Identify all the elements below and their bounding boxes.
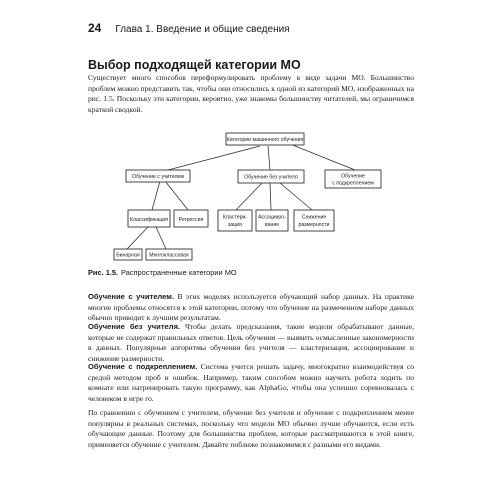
intro-paragraph: Существует много способов переформулировать проблему в виде задачи МО. Большинство проблем можно представить так, чтобы они относились к одной из категорий МО, изображенных на рис. 1.5. Поскольку эти категории, вероятно, уже знакомы большинству читателей, мы ограничимся краткой сводкой. (88, 73, 414, 114)
svg-text:Ассоцииро-: Ассоцииро- (258, 214, 286, 221)
node-classification (128, 210, 170, 227)
term-supervised: Обучение с учителем. (88, 292, 174, 301)
page-number: 24 (88, 21, 102, 35)
edge-root-supervised (168, 146, 260, 170)
svg-text:Кластери-: Кластери- (222, 214, 248, 221)
svg-text:Обучение без учителя: Обучение без учителя (244, 174, 298, 181)
edge-unsupervised-clustering (236, 183, 262, 210)
paragraph-reinforcement (88, 362, 414, 404)
term-unsupervised: Обучение без учителя. (88, 322, 181, 331)
node-clustering (218, 210, 252, 231)
edge-classification-multiclass (156, 227, 166, 249)
term-reinforcement: Обучение с подкреплением. (88, 362, 198, 371)
node-root (226, 133, 304, 145)
paragraph-supervised (88, 292, 414, 324)
edge-unsupervised-association (270, 183, 271, 210)
svg-text:Регрессия: Регрессия (178, 217, 204, 223)
svg-text:Многоклассовая: Многоклассовая (149, 252, 189, 259)
edge-unsupervised-dimred (280, 183, 312, 210)
svg-text:Бинарная: Бинарная (116, 252, 140, 259)
paragraph-supervised-body: В этих моделях используется обучающий набор данных. На практике многие проблемы относятся к этой категории, потому что обучение на размеченном наборе данных обычно приводит к лучшим результатам. (88, 292, 414, 323)
diagram-edges (127, 144, 355, 249)
paragraph-unsupervised-body: Чтобы делать предсказания, такие модели обрабатывают данные, которые не содержат правильных ответов. Цель обучения — выявить осмысленные закономерности в данных. Популярные алгоритмы обучения без учителя — кластеризация, ассоциирование и снижение размерности. (88, 322, 414, 363)
section-title: Выбор подходящей категории МО (88, 58, 301, 72)
edge-supervised-classification (152, 181, 160, 210)
node-unsupervised (238, 170, 304, 183)
paragraph-comparison: По сравнению с обучением с учителем, обучение без учителя и обучение с подкреплением менее популярны в реальных системах, поскольку что модели МО обычно лучше обучаются, если есть обучающие данные. Поэтому для большинства проблем, которые рассматриваются в этой книге, применяется обучение с учителем. Давайте поближе познакомимся с разными его видами. (88, 408, 414, 449)
figure-caption-label: Рис. 1.5. (88, 268, 119, 277)
node-regression (174, 210, 208, 227)
edge-classification-binary (127, 227, 148, 249)
chapter-title: Глава 1. Введение и общие сведения (115, 24, 290, 35)
node-supervised (126, 170, 190, 182)
svg-text:Классификация: Классификация (129, 217, 169, 223)
edge-supervised-regression (165, 181, 188, 210)
node-multiclass (146, 249, 192, 260)
svg-text:Категории машинного обучения: Категории машинного обучения (226, 137, 304, 143)
paragraph-unsupervised (88, 322, 414, 364)
edge-root-reinforcement (290, 144, 355, 170)
figure-caption-text: Распространенные категории МО (121, 268, 237, 277)
node-dim-reduction (294, 210, 334, 231)
figure-caption (88, 268, 237, 277)
node-reinforcement (325, 170, 381, 188)
svg-text:зация: зация (228, 222, 242, 228)
node-association (256, 210, 288, 231)
svg-text:размерности: размерности (298, 222, 330, 228)
svg-text:с подкреплением: с подкреплением (332, 180, 374, 187)
node-binary (114, 249, 142, 260)
svg-text:Обучение с учителем: Обучение с учителем (132, 174, 184, 180)
svg-text:Обучение: Обучение (341, 173, 365, 180)
svg-text:вание: вание (264, 222, 280, 228)
edge-root-unsupervised (268, 146, 270, 170)
paragraph-reinforcement-body: Система учится решать задачу, многократно взаимодействуя со средой методом проб и ошибок. Например, таким способом можно научить робота ходить по комнате или натренировать такую программу, как AlphaGo, чтобы она успешно соревновалась с человеком в игре го. (88, 362, 414, 403)
svg-text:Снижение: Снижение (301, 214, 327, 221)
